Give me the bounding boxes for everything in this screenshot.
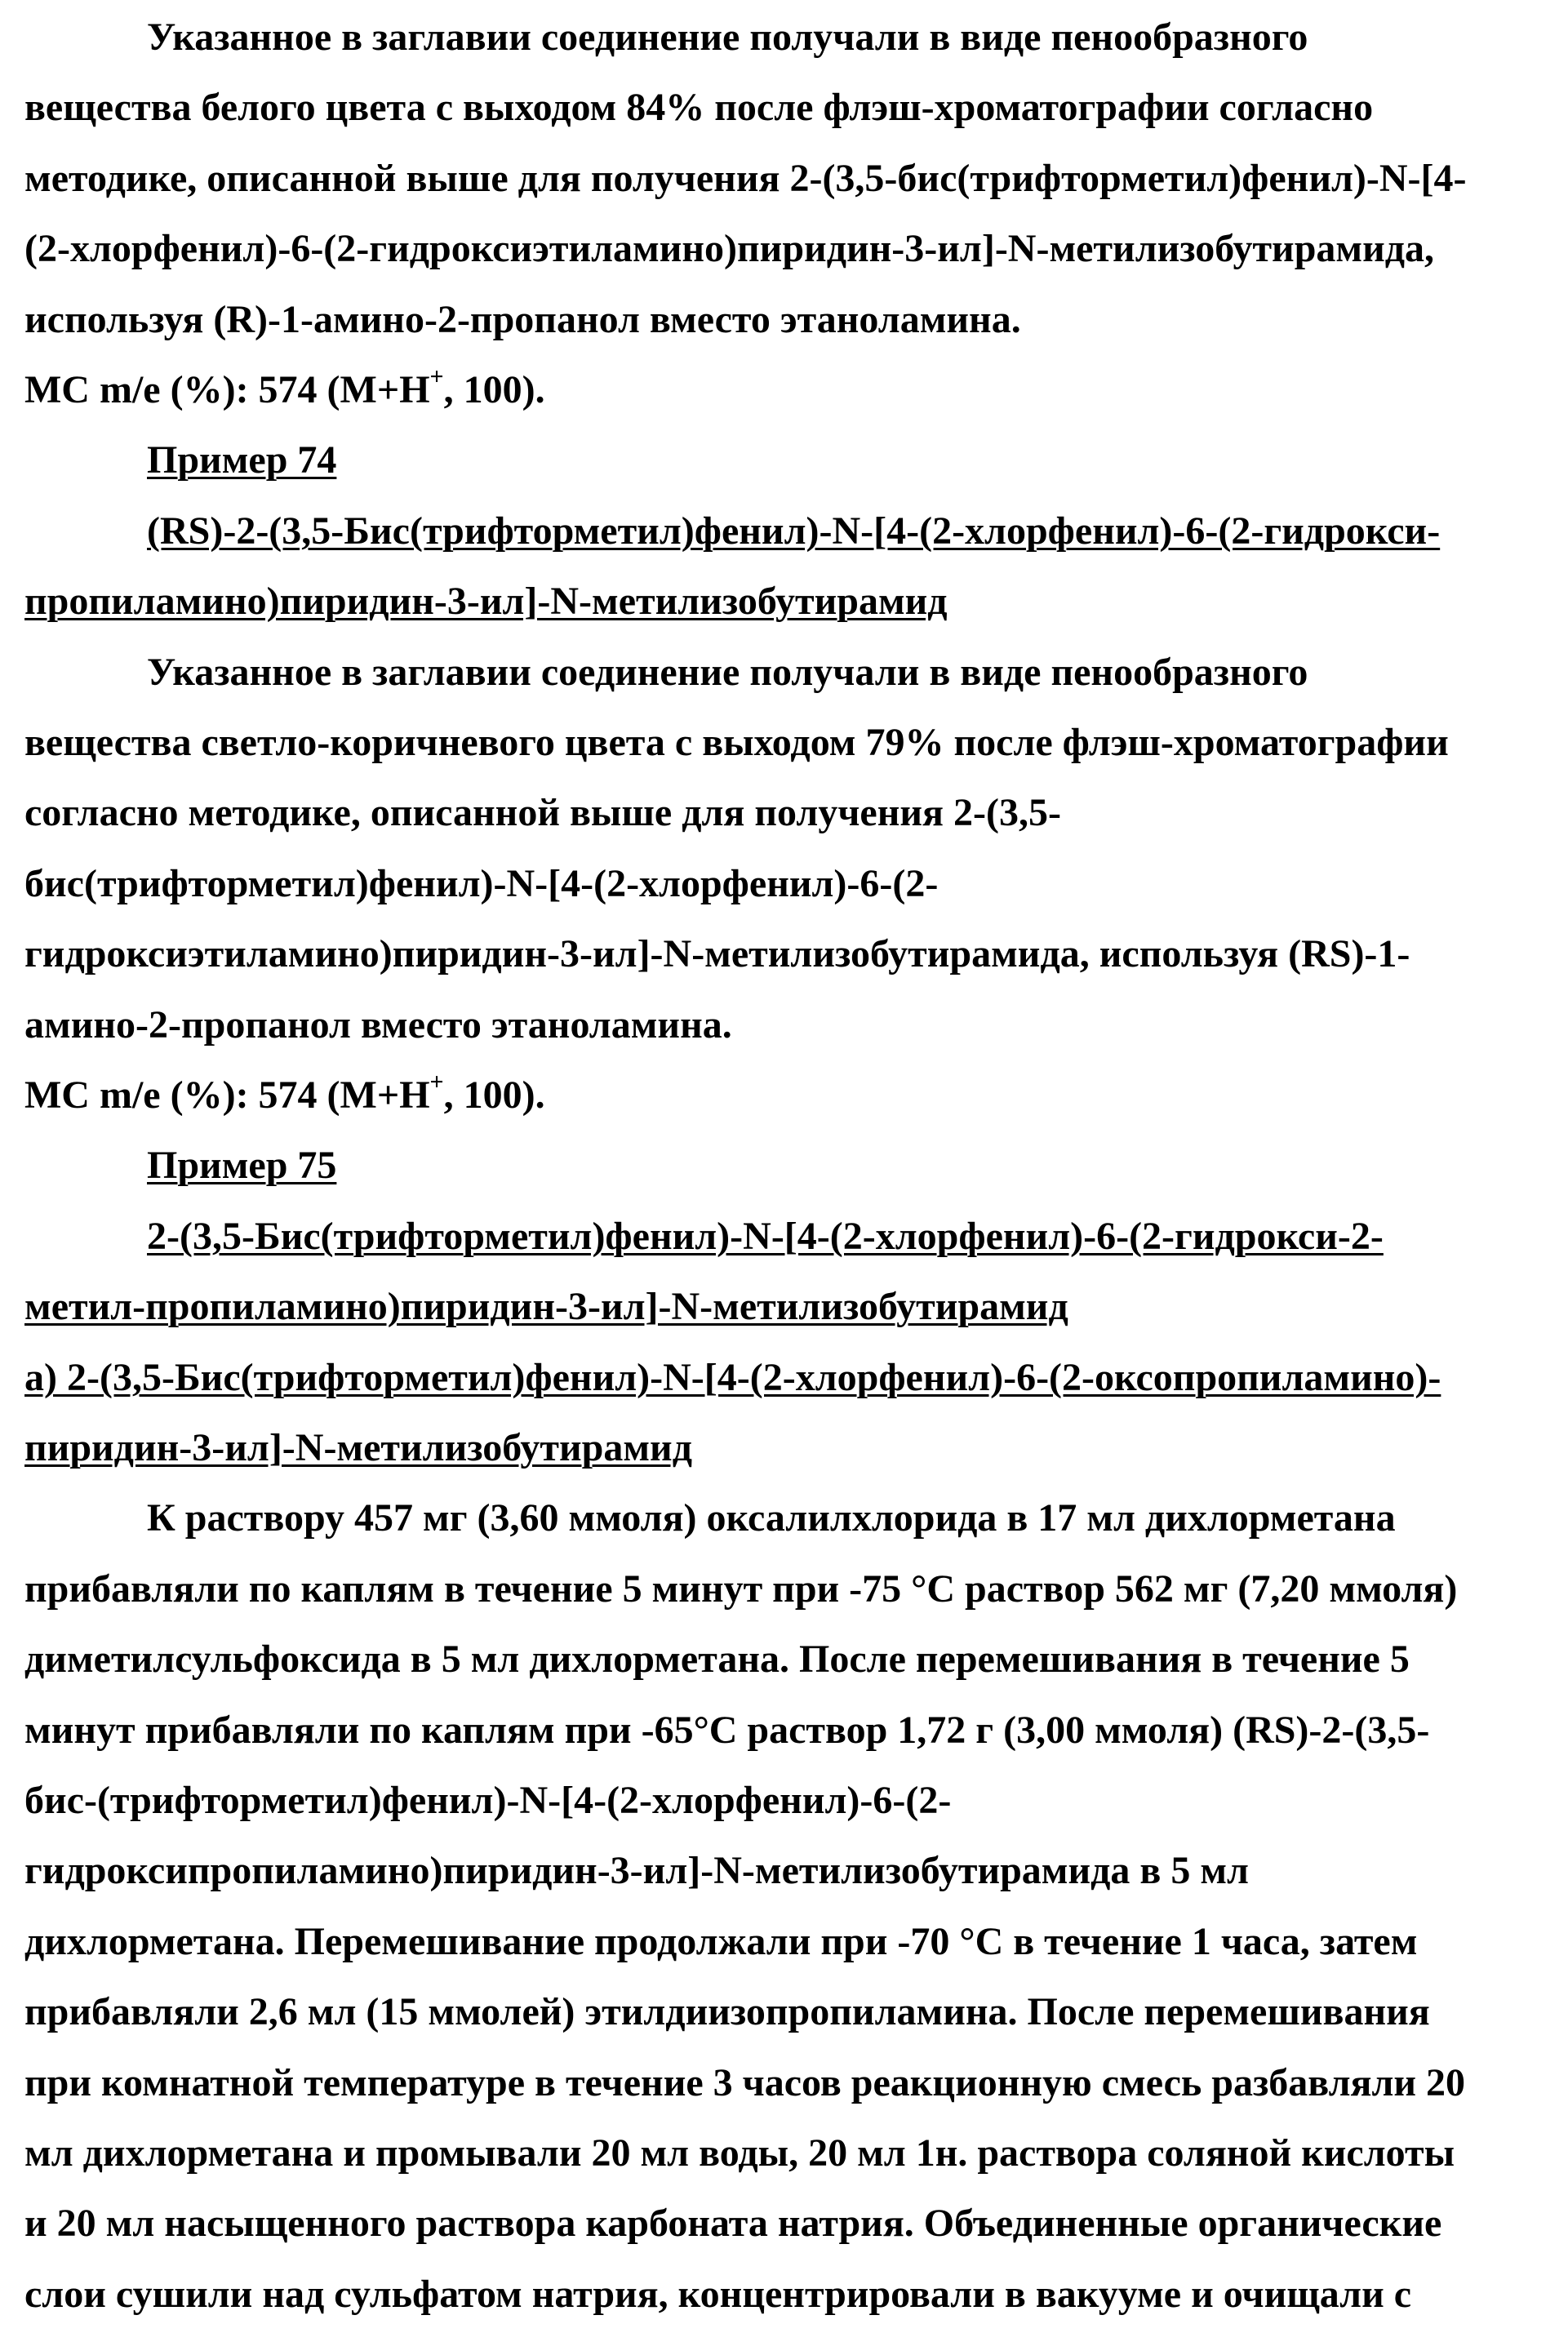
paragraph-line: гидроксиэтиламино)пиридин-3-ил]-N-метилизобутирамида, используя (RS)-1-	[24, 932, 1410, 975]
paragraph-line: мл дихлорметана и промывали 20 мл воды, 20 мл 1н. раствора соляной кислоты	[24, 2131, 1455, 2175]
paragraph-line: методике, описанной выше для получения 2-(3,5-бис(трифторметил)фенил)-N-[4-	[24, 157, 1467, 200]
compound-title-line: пропиламино)пиридин-3-ил]-N-метилизобутирамид	[24, 580, 948, 623]
paragraph-line: используя (R)-1-амино-2-пропанол вместо этаноламина.	[24, 298, 1021, 341]
mass-spec-text: МС m/e (%): 574 (M+H	[24, 368, 430, 411]
compound-title-line: 2-(3,5-Бис(трифторметил)фенил)-N-[4-(2-хлорфенил)-6-(2-гидрокси-2-	[147, 1215, 1384, 1258]
superscript-plus: +	[429, 363, 444, 390]
paragraph-line: К раствору 457 мг (3,60 ммоля) оксалилхлорида в 17 мл дихлорметана	[147, 1496, 1396, 1540]
step-title-line: пиридин-3-ил]-N-метилизобутирамид	[24, 1426, 692, 1469]
paragraph-line: (2-хлорфенил)-6-(2-гидроксиэтиламино)пиридин-3-ил]-N-метилизобутирамида,	[24, 227, 1435, 270]
example-heading: Пример 74	[147, 438, 337, 482]
paragraph-line: амино-2-пропанол вместо этаноламина.	[24, 1003, 732, 1047]
paragraph-line: прибавляли 2,6 мл (15 ммолей) этилдиизопропиламина. После перемешивания	[24, 1990, 1430, 2033]
paragraph-line: и 20 мл насыщенного раствора карбоната натрия. Объединенные органические	[24, 2202, 1442, 2245]
step-title-line: а) 2-(3,5-Бис(трифторметил)фенил)-N-[4-(2-хлорфенил)-6-(2-оксопропиламино)-	[24, 1356, 1441, 1399]
mass-spec-line	[24, 363, 545, 411]
paragraph-line: Указанное в заглавии соединение получали в виде пенообразного	[147, 651, 1308, 694]
mass-spec-suffix: , 100).	[443, 1073, 545, 1117]
mass-spec-suffix: , 100).	[443, 368, 545, 411]
paragraph-line: бис(трифторметил)фенил)-N-[4-(2-хлорфенил)-6-(2-	[24, 862, 939, 905]
superscript-plus: +	[429, 1069, 444, 1095]
paragraph-line: минут прибавляли по каплям при -65°C раствор 1,72 г (3,00 ммоля) (RS)-2-(3,5-	[24, 1709, 1430, 1752]
mass-spec-line	[24, 1069, 545, 1117]
paragraph-line: бис-(трифторметил)фенил)-N-[4-(2-хлорфенил)-6-(2-	[24, 1779, 952, 1822]
compound-title-line: метил-пропиламино)пиридин-3-ил]-N-метилизобутирамид	[24, 1285, 1068, 1328]
compound-title-line: (RS)-2-(3,5-Бис(трифторметил)фенил)-N-[4-(2-хлорфенил)-6-(2-гидрокси-	[147, 509, 1441, 553]
paragraph-line: согласно методике, описанной выше для получения 2-(3,5-	[24, 791, 1061, 834]
paragraph-line: гидроксипропиламино)пиридин-3-ил]-N-метилизобутирамида в 5 мл	[24, 1849, 1249, 1892]
mass-spec-text: МС m/e (%): 574 (M+H	[24, 1073, 430, 1117]
paragraph-line: при комнатной температуре в течение 3 часов реакционную смесь разбавляли 20	[24, 2061, 1466, 2104]
paragraph-line: Указанное в заглавии соединение получали в виде пенообразного	[147, 16, 1308, 59]
paragraph-line: диметилсульфоксида в 5 мл дихлорметана. После перемешивания в течение 5	[24, 1638, 1410, 1681]
example-heading: Пример 75	[147, 1144, 337, 1187]
paragraph-line: дихлорметана. Перемешивание продолжали при -70 °C в течение 1 часа, затем	[24, 1920, 1418, 1963]
paragraph-line: вещества светло-коричневого цвета с выходом 79% после флэш-хроматографии	[24, 721, 1449, 764]
paragraph-line: прибавляли по каплям в течение 5 минут при -75 °C раствор 562 мг (7,20 ммоля)	[24, 1567, 1458, 1611]
paragraph-line: вещества белого цвета с выходом 84% после флэш-хроматографии согласно	[24, 86, 1374, 129]
paragraph-line: слои сушили над сульфатом натрия, концентрировали в вакууме и очищали с	[24, 2273, 1412, 2316]
